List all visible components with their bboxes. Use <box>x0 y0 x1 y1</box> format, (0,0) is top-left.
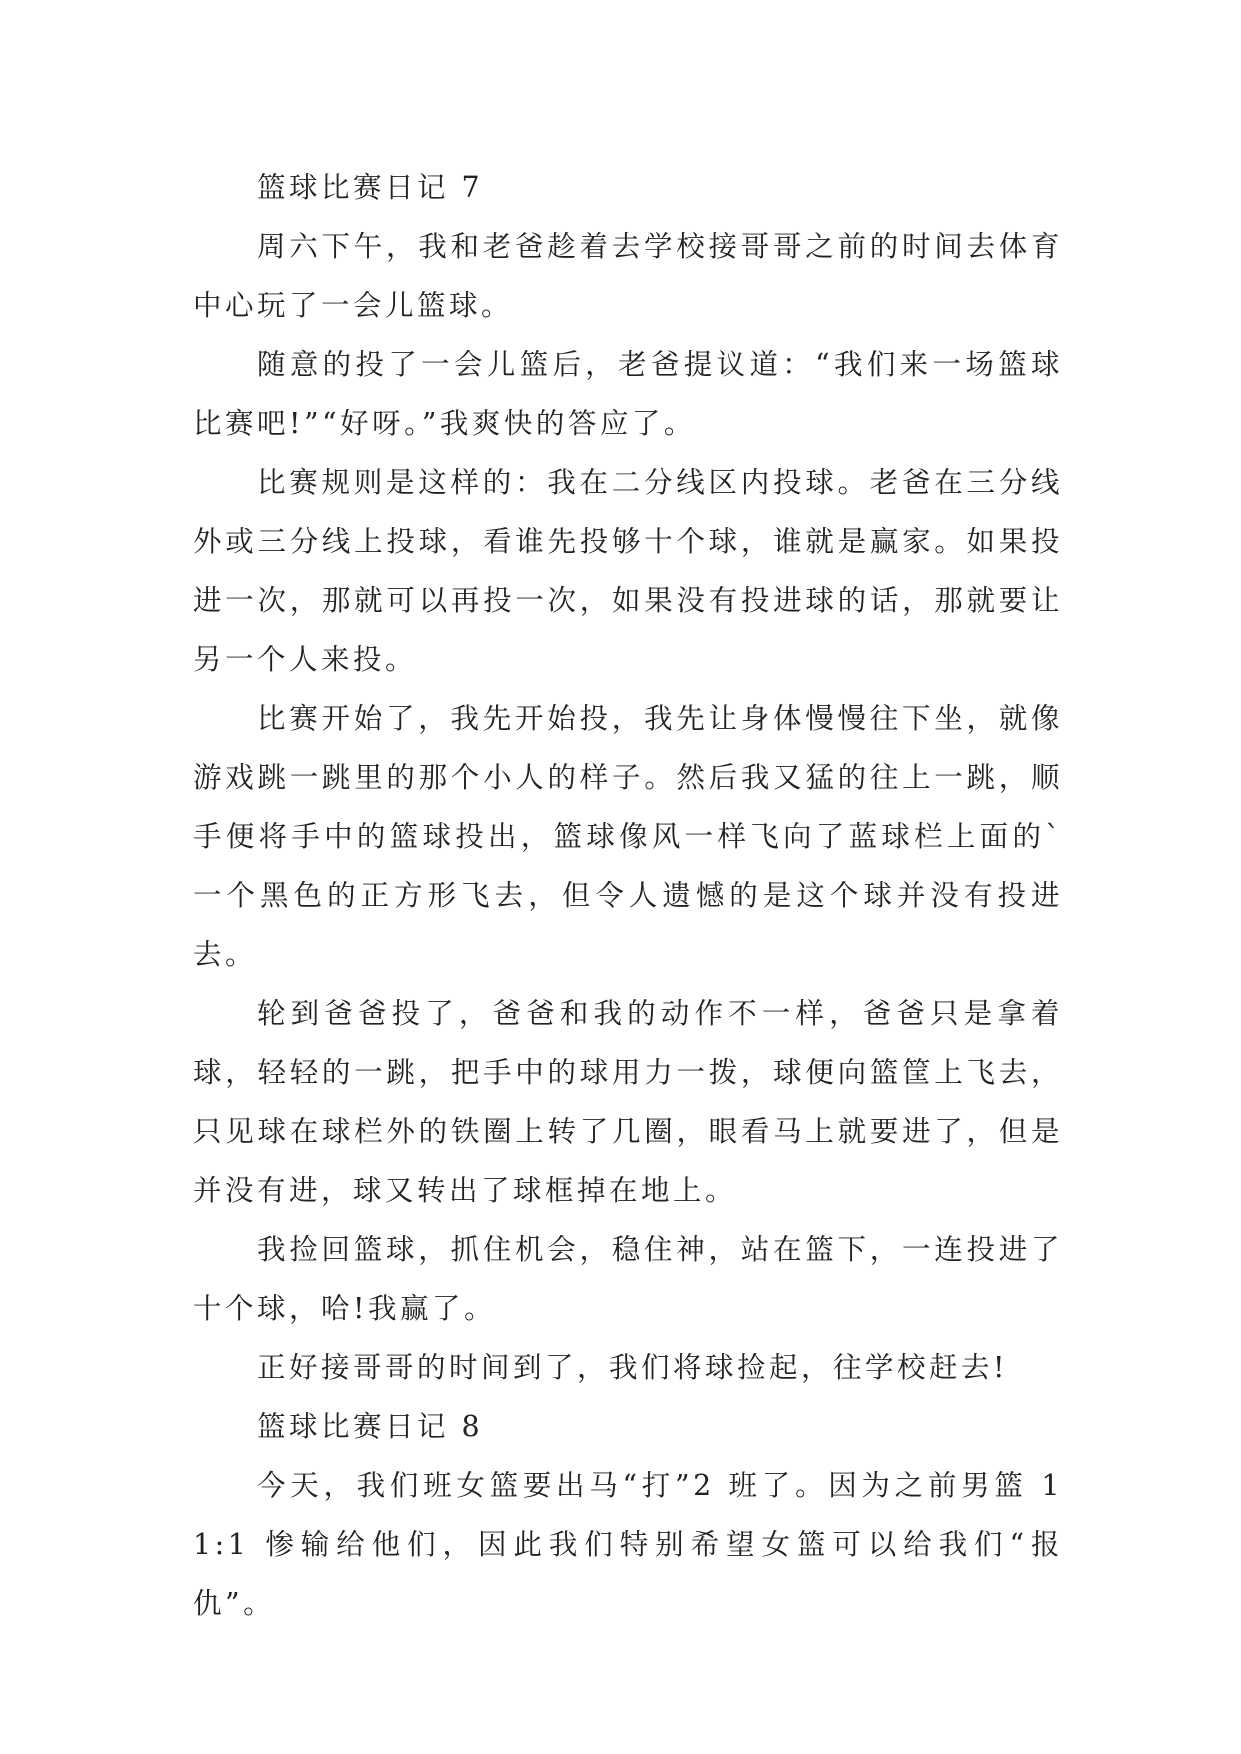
paragraph: 今天，我们班女篮要出马“打”2 班了。因为之前男篮 11:1 惨输给他们，因此我们特别希望女篮可以给我们“报仇”。 <box>193 1469 1063 1620</box>
paragraph: 随意的投了一会儿篮后，老爸提议道：“我们来一场篮球比赛吧!”“好呀。”我爽快的答应了。 <box>193 348 1063 440</box>
section-title: 篮球比赛日记 7 <box>257 171 484 204</box>
paragraph: 比赛规则是这样的：我在二分线区内投球。老爸在三分线外或三分线上投球，看谁先投够十个球，谁就是赢家。如果投进一次，那就可以再投一次，如果没有投进球的话，那就要让另一个人来投。 <box>193 466 1063 676</box>
paragraph: 轮到爸爸投了，爸爸和我的动作不一样，爸爸只是拿着球，轻轻的一跳，把手中的球用力一拨，球便向篮筐上飞去，只见球在球栏外的铁圈上转了几圈，眼看马上就要进了，但是并没有进，球又转出了球框掉在地上。 <box>193 997 1063 1207</box>
paragraph: 我捡回篮球，抓住机会，稳住神，站在篮下，一连投进了十个球，哈!我赢了。 <box>193 1233 1063 1325</box>
paragraph: 比赛开始了，我先开始投，我先让身体慢慢往下坐，就像游戏跳一跳里的那个小人的样子。然后我又猛的往上一跳，顺手便将手中的篮球投出，篮球像风一样飞向了蓝球栏上面的`一个黑色的正方形飞去，但令人遗憾的是这个球并没有投进去。 <box>193 702 1063 971</box>
section-title: 篮球比赛日记 8 <box>257 1410 484 1443</box>
paragraph: 周六下午，我和老爸趁着去学校接哥哥之前的时间去体育中心玩了一会儿篮球。 <box>193 230 1063 322</box>
document-body <box>193 158 1063 1633</box>
paragraph: 正好接哥哥的时间到了，我们将球捡起，往学校赶去! <box>257 1351 1008 1384</box>
